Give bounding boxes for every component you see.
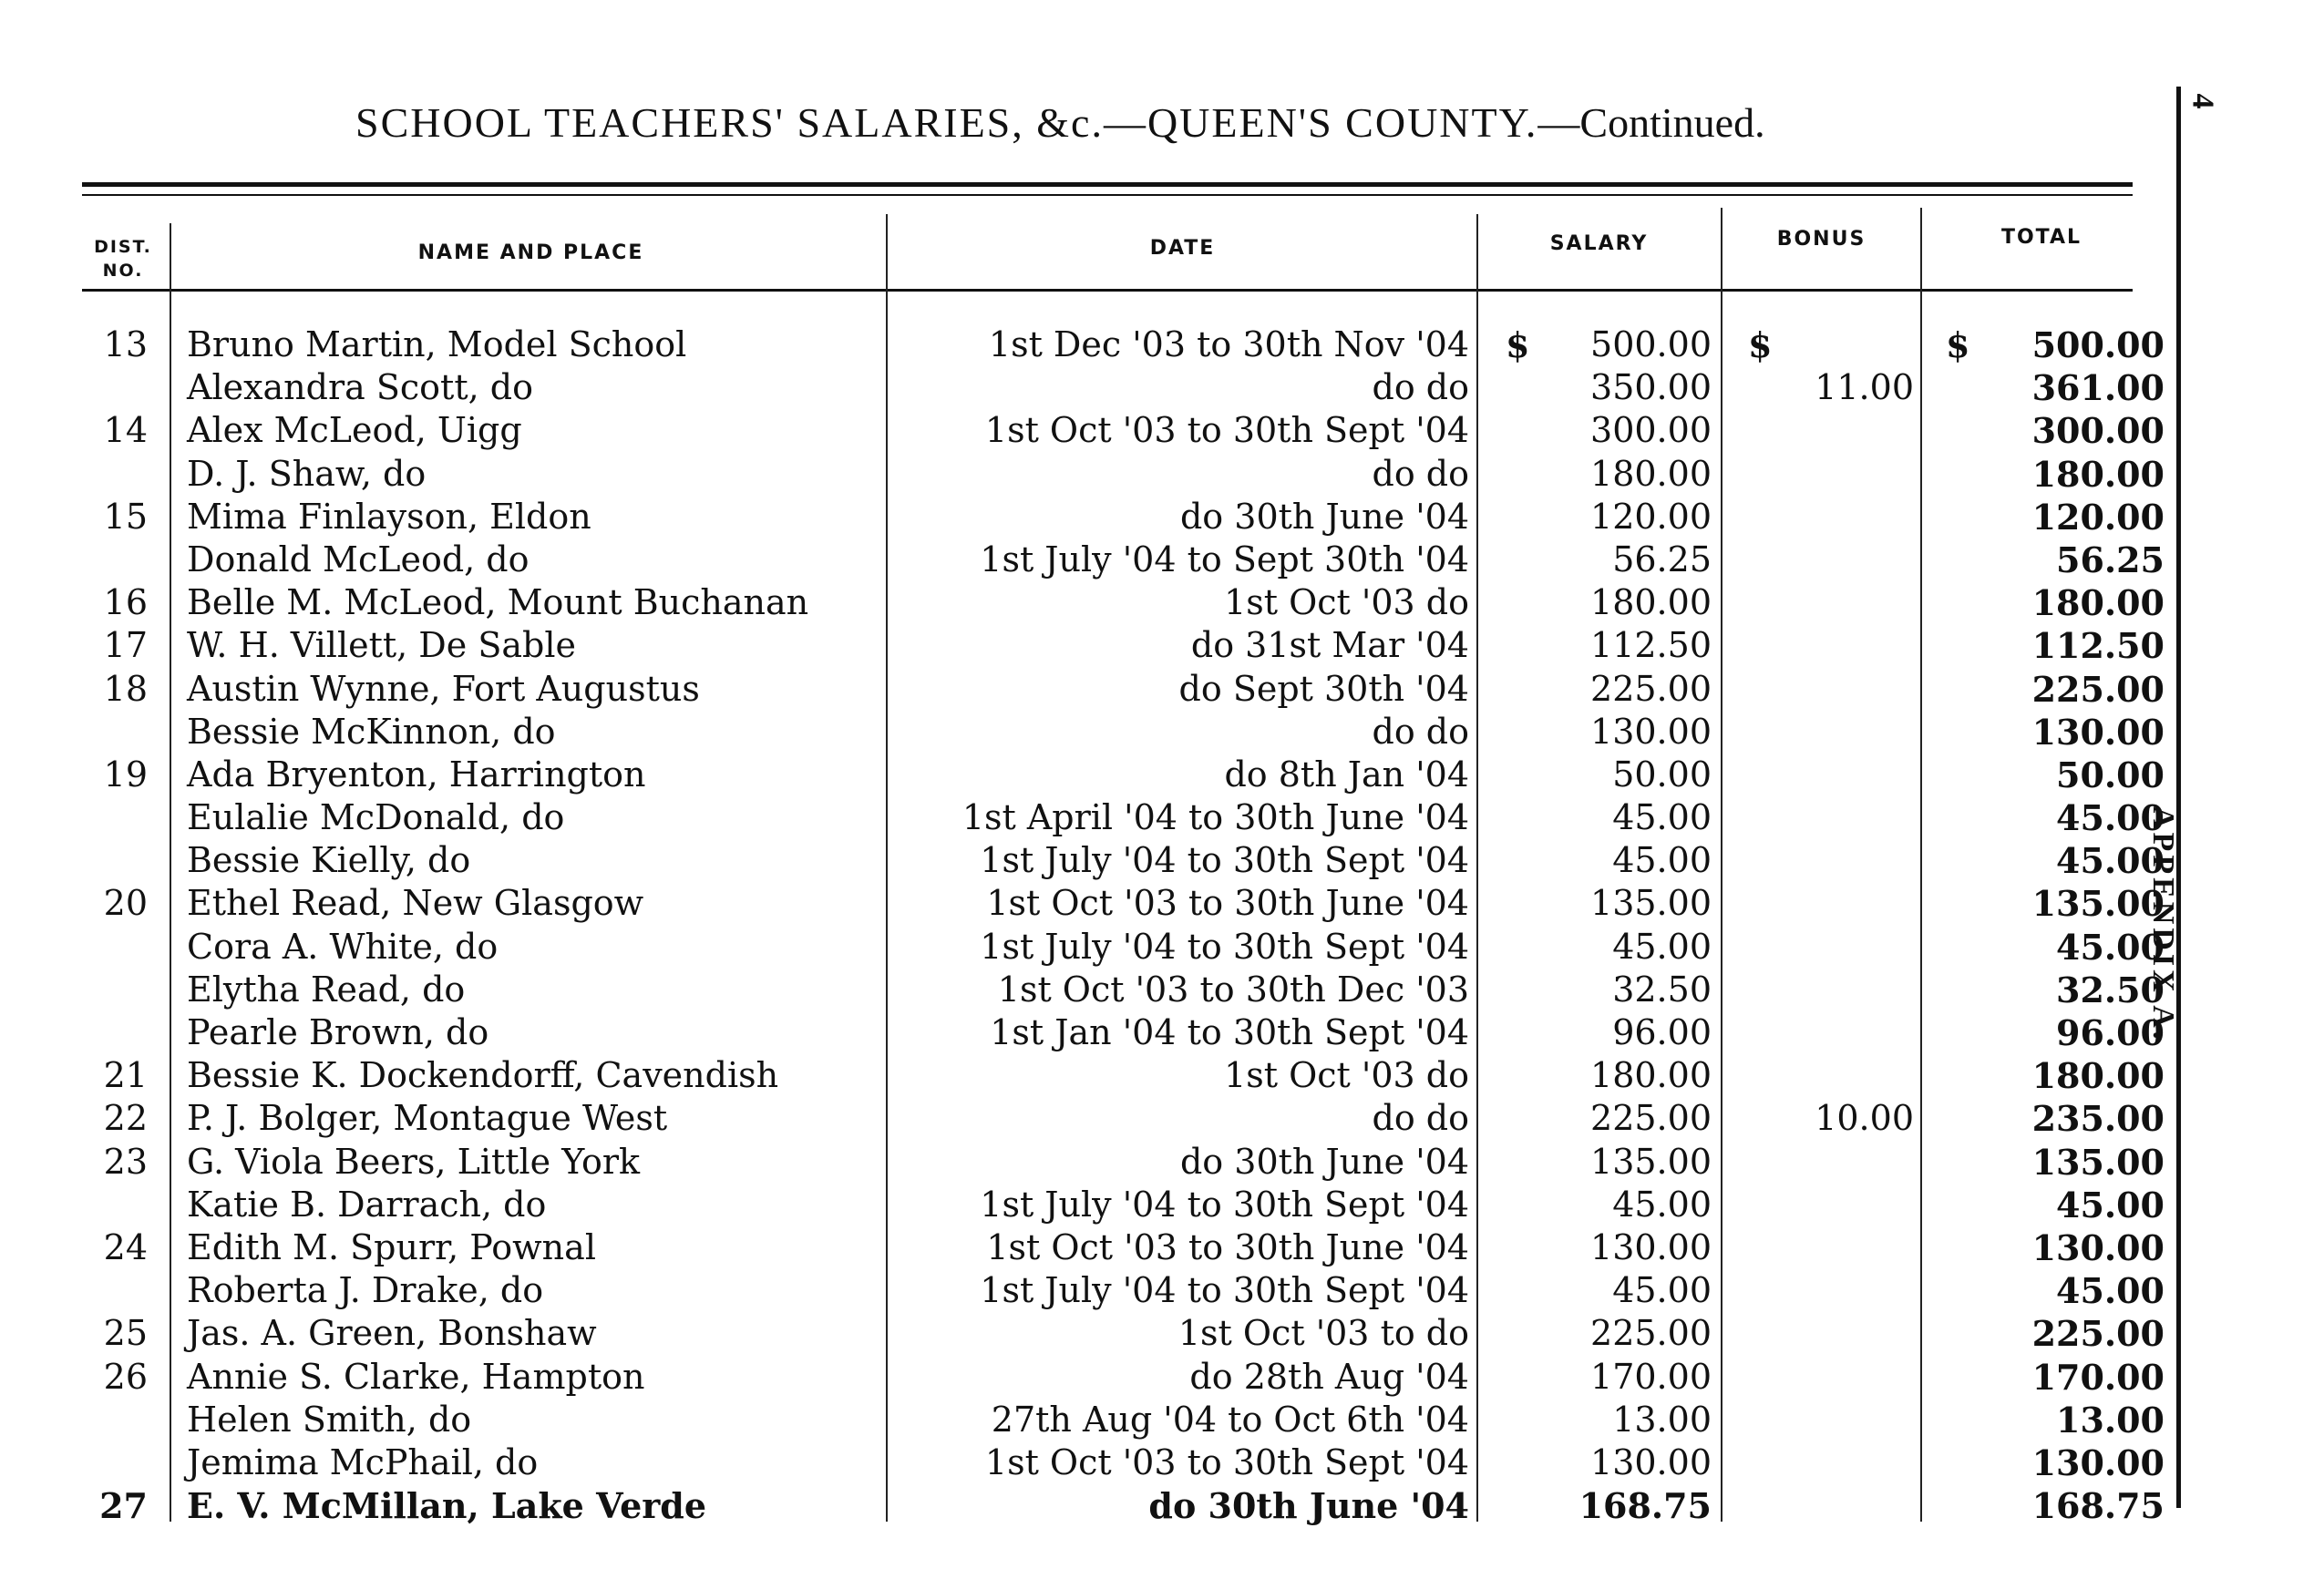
- date-range: do 31st Mar '04: [1190, 625, 1469, 666]
- date-range: do 30th June '04: [1148, 1485, 1469, 1527]
- teacher-name: Alex McLeod, Uigg: [187, 410, 522, 451]
- dist-no: 19: [103, 754, 148, 795]
- date-range: 1st Oct '03 to 30th Sept '04: [984, 1441, 1469, 1482]
- date-range: 27th Aug '04 to Oct 6th '04: [991, 1399, 1469, 1440]
- date-range: 1st Oct '03 do: [1224, 582, 1469, 623]
- salary-value: 130.00: [1590, 1226, 1712, 1267]
- dist-no: 14: [103, 410, 148, 451]
- header-bonus: BONUS: [1776, 228, 1866, 251]
- page-title: [355, 98, 1765, 147]
- salary-value: 500.00: [1590, 324, 1712, 364]
- salary-value: 180.00: [1590, 582, 1712, 623]
- salary-value: 225.00: [1590, 1098, 1712, 1139]
- header-salary: SALARY: [1549, 232, 1649, 255]
- salary-value: 168.75: [1578, 1485, 1712, 1527]
- table-row: [0, 1399, 2187, 1441]
- date-range: 1st Oct '03 to 30th June '04: [986, 1226, 1469, 1267]
- table-row: [0, 1226, 2187, 1269]
- salary-value: 45.00: [1612, 797, 1712, 838]
- salary-value: 225.00: [1590, 1313, 1712, 1354]
- date-range: 1st Oct '03 to do: [1177, 1313, 1469, 1354]
- date-range: 1st April '04 to 30th June '04: [961, 797, 1469, 838]
- dist-no: 16: [103, 582, 148, 623]
- total-value: 500.00: [2031, 324, 2165, 365]
- table-row: [0, 1054, 2187, 1097]
- page-number: 4: [2185, 93, 2220, 109]
- salary-value: 180.00: [1590, 1055, 1712, 1096]
- total-value: 130.00: [2031, 1226, 2165, 1268]
- total-value: 180.00: [2031, 1055, 2165, 1097]
- salary-value: 130.00: [1590, 711, 1712, 752]
- date-range: 1st Dec '03 to 30th Nov '04: [988, 324, 1469, 364]
- date-range: do 30th June '04: [1179, 1141, 1469, 1182]
- dist-no: 21: [103, 1055, 148, 1096]
- dist-no: 25: [103, 1313, 148, 1354]
- total-value: 50.00: [2056, 754, 2165, 795]
- date-range: 1st Oct '03 to 30th Sept '04: [984, 410, 1469, 451]
- table-top-rule-thin: [82, 194, 2133, 196]
- date-range: 1st Oct '03 to 30th Dec '03: [997, 969, 1469, 1010]
- dist-no: 23: [103, 1141, 148, 1182]
- total-value: 130.00: [2031, 1441, 2165, 1483]
- teacher-name: Helen Smith, do: [187, 1399, 472, 1440]
- total-value: 135.00: [2031, 1141, 2165, 1183]
- total-value: 45.00: [2056, 1270, 2165, 1312]
- dist-no: 13: [103, 324, 148, 364]
- teacher-name: Bessie Kielly, do: [187, 840, 471, 881]
- salary-value: 32.50: [1612, 969, 1712, 1010]
- total-value: 120.00: [2031, 496, 2165, 538]
- table-row: [0, 1097, 2187, 1140]
- dist-no: 18: [103, 668, 148, 709]
- teacher-name: Ethel Read, New Glasgow: [187, 883, 644, 924]
- salary-value: 170.00: [1590, 1356, 1712, 1397]
- teacher-name: Annie S. Clarke, Hampton: [187, 1356, 645, 1397]
- dist-no: 24: [103, 1226, 148, 1267]
- total-value: 112.50: [2031, 625, 2165, 667]
- teacher-name: Jemima McPhail, do: [187, 1441, 539, 1482]
- table-row: [0, 796, 2187, 839]
- total-value: 225.00: [2031, 668, 2165, 710]
- header-name-and-place: NAME AND PLACE: [417, 241, 644, 264]
- teacher-name: Elytha Read, do: [187, 969, 466, 1010]
- total-currency: $: [1946, 324, 1970, 365]
- total-value: 135.00: [2031, 883, 2165, 925]
- total-value: 13.00: [2056, 1399, 2165, 1441]
- teacher-name: D. J. Shaw, do: [187, 453, 427, 494]
- date-range: do do: [1372, 1098, 1469, 1139]
- bonus-currency: $: [1748, 324, 1773, 365]
- date-range: 1st July '04 to 30th Sept '04: [980, 1270, 1469, 1311]
- table-row: [0, 1269, 2187, 1312]
- table-top-rule: [82, 182, 2133, 187]
- salary-value: 300.00: [1590, 410, 1712, 451]
- title-continued: —Continued.: [1537, 99, 1765, 146]
- total-value: 180.00: [2031, 453, 2165, 495]
- table-row: [0, 581, 2187, 624]
- teacher-name: Ada Bryenton, Harrington: [187, 754, 646, 795]
- date-range: do 8th Jan '04: [1224, 754, 1469, 795]
- salary-value: 135.00: [1590, 883, 1712, 924]
- teacher-name: Pearle Brown, do: [187, 1012, 489, 1052]
- teacher-name: E. V. McMillan, Lake Verde: [187, 1485, 707, 1527]
- date-range: do do: [1372, 711, 1469, 752]
- salary-value: 350.00: [1590, 367, 1712, 408]
- salary-value: 45.00: [1612, 1270, 1712, 1311]
- header-dist-no: DIST. NO.: [94, 237, 152, 281]
- total-value: 45.00: [2056, 840, 2165, 882]
- total-value: 32.50: [2056, 969, 2165, 1010]
- total-value: 56.25: [2056, 538, 2165, 580]
- date-range: do do: [1372, 453, 1469, 494]
- table-row: [0, 366, 2187, 409]
- salary-value: 45.00: [1612, 926, 1712, 967]
- salary-value: 135.00: [1590, 1141, 1712, 1182]
- total-value: 45.00: [2056, 1184, 2165, 1225]
- total-value: 235.00: [2031, 1098, 2165, 1140]
- bonus-value: 10.00: [1815, 1098, 1914, 1139]
- table-row: [0, 882, 2187, 925]
- table-row: [0, 668, 2187, 711]
- dist-no: 15: [103, 496, 148, 537]
- title-main: SCHOOL TEACHERS' SALARIES, &c.—QUEEN'S COUNTY.: [355, 99, 1538, 146]
- dist-no: 22: [103, 1098, 148, 1139]
- teacher-name: Katie B. Darrach, do: [187, 1184, 547, 1225]
- teacher-name: Mima Finlayson, Eldon: [187, 496, 591, 537]
- salary-value: 112.50: [1590, 625, 1712, 666]
- dist-no: 26: [103, 1356, 148, 1397]
- table-row: [0, 839, 2187, 882]
- salary-value: 50.00: [1612, 754, 1712, 795]
- teacher-name: Eulalie McDonald, do: [187, 797, 565, 838]
- teacher-name: G. Viola Beers, Little York: [187, 1141, 641, 1182]
- salary-value: 225.00: [1590, 668, 1712, 709]
- table-row: [0, 1441, 2187, 1484]
- appendix-side-label: APPENDIX A.: [2146, 806, 2180, 1043]
- salary-table-body: [0, 323, 2187, 1527]
- table-row: [0, 926, 2187, 969]
- total-value: 300.00: [2031, 410, 2165, 452]
- table-row: [0, 1312, 2187, 1355]
- salary-value: 45.00: [1612, 840, 1712, 881]
- table-row: [0, 453, 2187, 496]
- date-range: 1st July '04 to Sept 30th '04: [980, 538, 1469, 579]
- table-row: [0, 754, 2187, 796]
- teacher-name: Cora A. White, do: [187, 926, 499, 967]
- teacher-name: Roberta J. Drake, do: [187, 1270, 544, 1311]
- table-row: [0, 624, 2187, 667]
- table-row: [0, 409, 2187, 452]
- date-range: do 30th June '04: [1179, 496, 1469, 537]
- total-value: 130.00: [2031, 711, 2165, 753]
- dist-no: 27: [99, 1485, 148, 1527]
- total-value: 168.75: [2031, 1485, 2165, 1527]
- total-value: 45.00: [2056, 926, 2165, 968]
- table-row: [0, 538, 2187, 581]
- salary-value: 13.00: [1612, 1399, 1712, 1440]
- salary-value: 180.00: [1590, 453, 1712, 494]
- table-row: [0, 711, 2187, 754]
- salary-value: 96.00: [1612, 1012, 1712, 1052]
- table-row: [0, 496, 2187, 538]
- teacher-name: Bruno Martin, Model School: [187, 324, 687, 364]
- table-row: [0, 1356, 2187, 1399]
- total-value: 361.00: [2031, 367, 2165, 409]
- teacher-name: Bessie K. Dockendorff, Cavendish: [187, 1055, 779, 1096]
- total-value: 170.00: [2031, 1356, 2165, 1398]
- teacher-name: Donald McLeod, do: [187, 538, 530, 579]
- table-row: [0, 969, 2187, 1011]
- date-range: 1st July '04 to 30th Sept '04: [980, 840, 1469, 881]
- header-total: TOTAL: [2000, 226, 2082, 249]
- table-row: [0, 323, 2187, 366]
- table-row: [0, 1484, 2187, 1527]
- teacher-name: Edith M. Spurr, Pownal: [187, 1226, 596, 1267]
- teacher-name: Austin Wynne, Fort Augustus: [187, 668, 700, 709]
- date-range: do 28th Aug '04: [1189, 1356, 1469, 1397]
- teacher-name: Jas. A. Green, Bonshaw: [187, 1313, 597, 1354]
- date-range: do do: [1372, 367, 1469, 408]
- header-date: DATE: [1149, 237, 1216, 260]
- header-bottom-rule: [82, 289, 2133, 292]
- salary-currency: $: [1506, 324, 1530, 365]
- table-row: [0, 1011, 2187, 1054]
- total-value: 225.00: [2031, 1313, 2165, 1355]
- salary-value: 45.00: [1612, 1184, 1712, 1225]
- teacher-name: Bessie McKinnon, do: [187, 711, 556, 752]
- bonus-value: 11.00: [1815, 367, 1914, 408]
- date-range: 1st Oct '03 do: [1224, 1055, 1469, 1096]
- table-row: [0, 1141, 2187, 1184]
- date-range: 1st July '04 to 30th Sept '04: [980, 926, 1469, 967]
- salary-value: 120.00: [1590, 496, 1712, 537]
- table-row: [0, 1184, 2187, 1226]
- total-value: 45.00: [2056, 797, 2165, 839]
- salary-value: 130.00: [1590, 1441, 1712, 1482]
- teacher-name: Belle M. McLeod, Mount Buchanan: [187, 582, 809, 623]
- date-range: do Sept 30th '04: [1178, 668, 1469, 709]
- teacher-name: P. J. Bolger, Montague West: [187, 1098, 668, 1139]
- dist-no: 17: [103, 625, 148, 666]
- teacher-name: Alexandra Scott, do: [187, 367, 533, 408]
- salary-value: 56.25: [1612, 538, 1712, 579]
- date-range: 1st Oct '03 to 30th June '04: [986, 883, 1469, 924]
- teacher-name: W. H. Villett, De Sable: [187, 625, 576, 666]
- total-value: 180.00: [2031, 582, 2165, 624]
- total-value: 96.00: [2056, 1012, 2165, 1053]
- dist-no: 20: [103, 883, 148, 924]
- date-range: 1st Jan '04 to 30th Sept '04: [990, 1012, 1469, 1052]
- date-range: 1st July '04 to 30th Sept '04: [980, 1184, 1469, 1225]
